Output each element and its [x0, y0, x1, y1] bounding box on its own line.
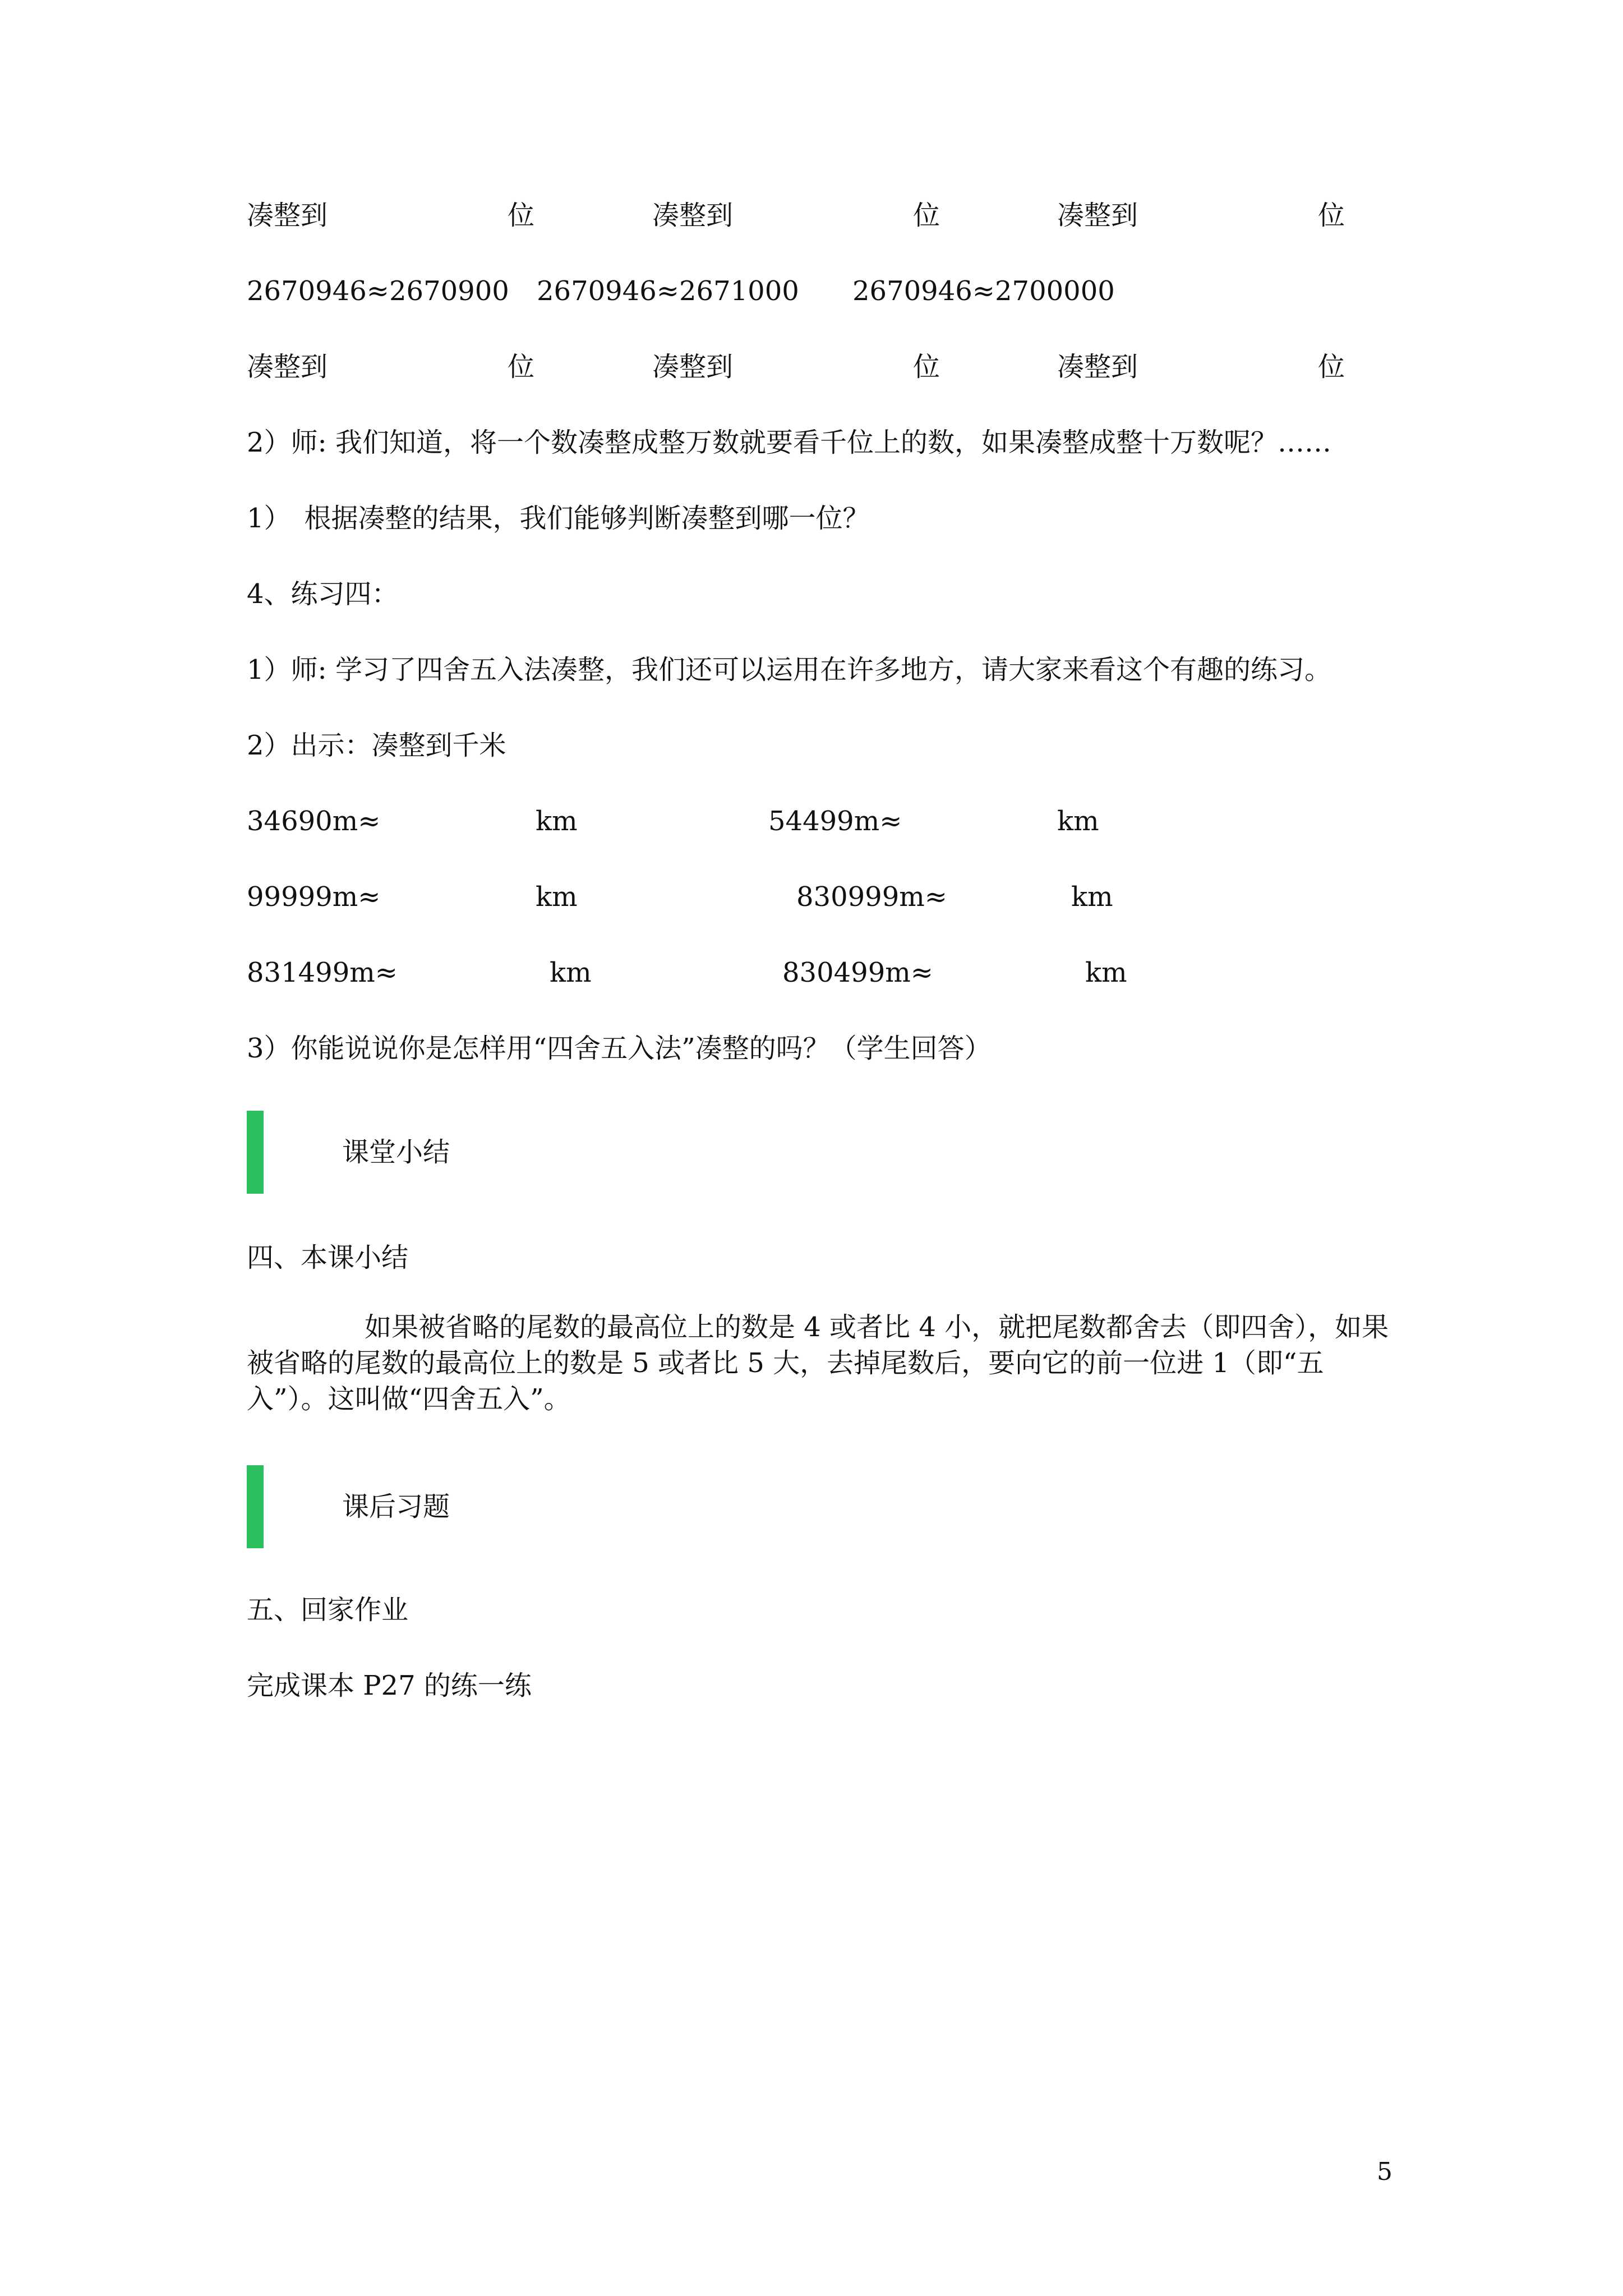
question-which-place: 1） 根据凑整的结果，我们能够判断凑整到哪一位？ — [247, 503, 870, 534]
rounding-label: 凑整到 — [247, 200, 328, 231]
rounding-unit: 位 — [508, 200, 535, 231]
rounding-label: 凑整到 — [247, 351, 328, 383]
km-expression: 830999m≈ — [796, 881, 947, 913]
summary-paragraph: 如果被省略的尾数的最高位上的数是 4 或者比 4 小，就把尾数都舍去（即四舍），如果被省略的尾数的最高位上的数是 5 或者比 5 大，去掉尾数后，要向它的前一位进 1（即“五入”）。这叫做“四舍五入”。 — [247, 1312, 1389, 1415]
km-unit: km — [1057, 806, 1099, 837]
rounding-equation: 2670946≈2671000 — [537, 275, 799, 307]
section-accent-bar — [247, 1465, 264, 1548]
rounding-label: 凑整到 — [1057, 200, 1138, 231]
section-title-summary: 课堂小结 — [342, 1137, 450, 1168]
km-unit: km — [1085, 957, 1127, 988]
km-unit: km — [536, 881, 578, 913]
km-expression: 831499m≈ — [247, 957, 398, 988]
exercise-4-heading: 4、练习四： — [247, 578, 399, 610]
question-ten-thousands: 2）师: 我们知道，将一个数凑整成整万数就要看千位上的数，如果凑整成整十万数呢？…… — [247, 427, 1331, 458]
rounding-unit: 位 — [1318, 351, 1345, 383]
homework-heading: 五、回家作业 — [247, 1594, 409, 1626]
km-expression: 99999m≈ — [247, 881, 381, 913]
rounding-equation: 2670946≈2670900 — [247, 275, 509, 307]
km-expression: 34690m≈ — [247, 806, 381, 837]
section-accent-bar — [247, 1111, 264, 1194]
homework-text: 完成课本 P27 的练一练 — [247, 1670, 532, 1701]
km-unit: km — [1071, 881, 1113, 913]
rounding-unit: 位 — [508, 351, 535, 383]
rounding-unit: 位 — [1318, 200, 1345, 231]
rounding-label: 凑整到 — [652, 351, 734, 383]
rounding-label: 凑整到 — [652, 200, 734, 231]
page-number: 5 — [1377, 2157, 1393, 2186]
km-expression: 54499m≈ — [768, 806, 902, 837]
rounding-equation: 2670946≈2700000 — [852, 275, 1115, 307]
summary-heading: 四、本课小结 — [247, 1242, 409, 1273]
section-title-homework: 课后习题 — [342, 1491, 450, 1522]
rounding-label: 凑整到 — [1057, 351, 1138, 383]
exercise-4-show: 2）出示：凑整到千米 — [247, 730, 506, 761]
rounding-unit: 位 — [913, 351, 940, 383]
km-unit: km — [550, 957, 592, 988]
exercise-4-question-3: 3）你能说说你是怎样用“四舍五入法”凑整的吗？（学生回答） — [247, 1033, 992, 1064]
rounding-unit: 位 — [913, 200, 940, 231]
exercise-4-intro: 1）师: 学习了四舍五入法凑整，我们还可以运用在许多地方，请大家来看这个有趣的练习。 — [247, 654, 1331, 685]
km-unit: km — [536, 806, 578, 837]
km-expression: 830499m≈ — [782, 957, 933, 988]
